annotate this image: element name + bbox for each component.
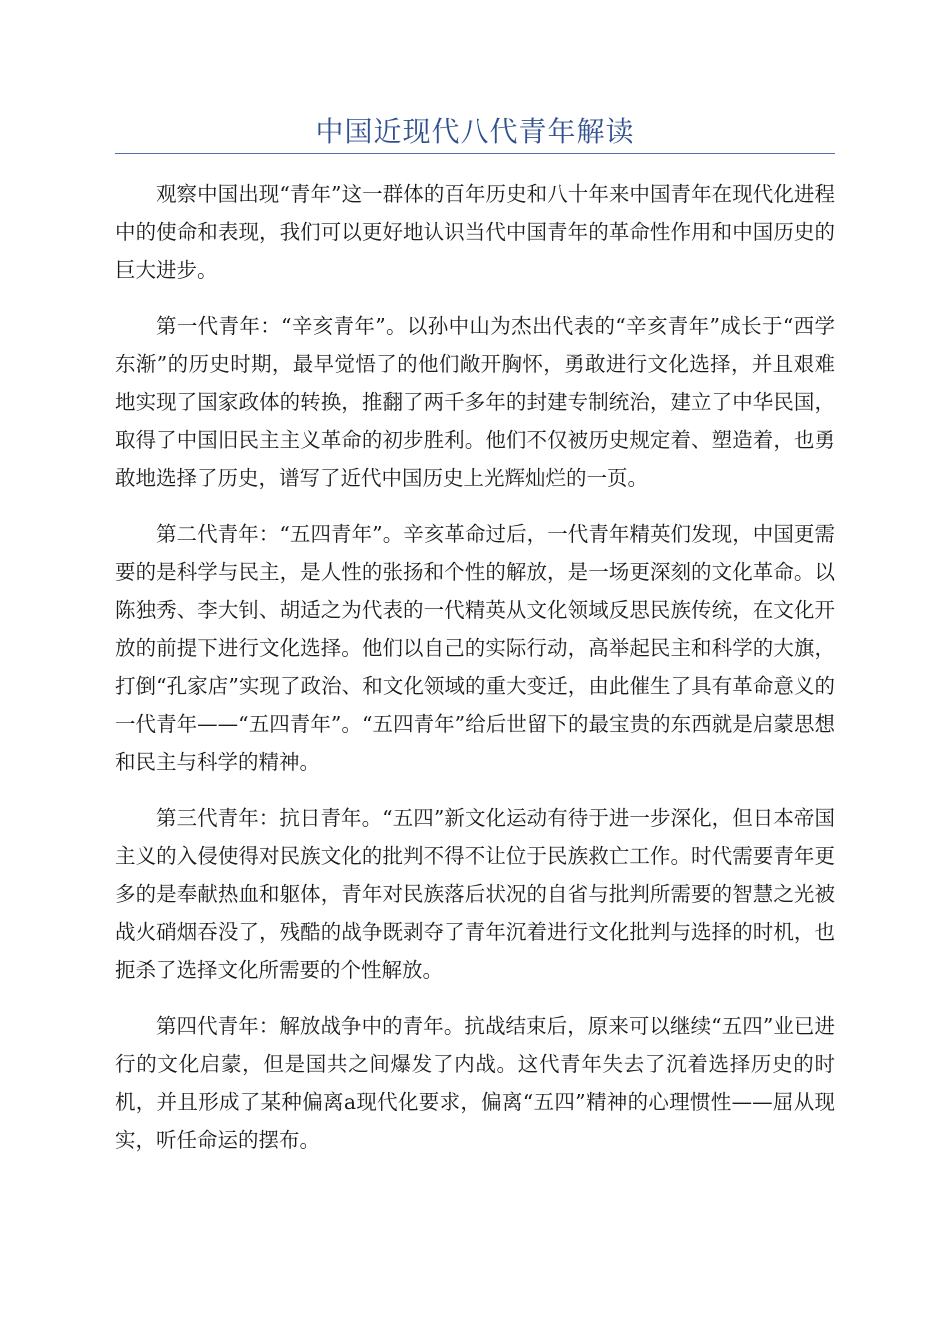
- paragraph-intro: 观察中国出现“青年”这一群体的百年历史和八十年来中国青年在现代化进程中的使命和表现，我们可以更好地认识当代中国青年的革命性作用和中国历史的巨大进步。: [115, 182, 835, 282]
- document-title: 中国近现代八代青年解读: [315, 115, 635, 148]
- document-body: [115, 175, 835, 1177]
- paragraph-third-generation: 第三代青年：抗日青年。“五四”新文化运动有待于进一步深化，但日本帝国主义的入侵使得对民族文化的批判不得不让位于民族救亡工作。时代需要青年更多的是奉献热血和躯体，青年对民族落后状况的自省与批判所需要的智慧之光被战火硝烟吞没了，残酷的战争既剥夺了青年沉着进行文化批判与选择的时机，也扼杀了选择文化所需要的个性解放。: [115, 806, 835, 982]
- title-underline: [115, 153, 835, 154]
- paragraph-fourth-generation: 第四代青年：解放战争中的青年。抗战结束后，原来可以继续“五四”业已进行的文化启蒙，但是国共之间爆发了内战。这代青年失去了沉着选择历史的时机，并且形成了某种偏离a现代化要求，偏离“五四”精神的心理惯性——屈从现实，听任命运的摆布。: [115, 1014, 835, 1152]
- paragraph-second-generation: 第二代青年：“五四青年”。辛亥革命过后，一代青年精英们发现，中国更需要的是科学与民主，是人性的张扬和个性的解放，是一场更深刻的文化革命。以陈独秀、李大钊、胡适之为代表的一代精英从文化领域反思民族传统，在文化开放的前提下进行文化选择。他们以自己的实际行动，高举起民主和科学的大旗，打倒“孔家店”实现了政治、和文化领域的重大变迁，由此催生了具有革命意义的一代青年——“五四青年”。“五四青年”给后世留下的最宝贵的东西就是启蒙思想和民主与科学的精神。: [115, 522, 835, 774]
- paragraph-first-generation: 第一代青年：“辛亥青年”。以孙中山为杰出代表的“辛亥青年”成长于“西学东渐”的历史时期，最早觉悟了的他们敞开胸怀，勇敢进行文化选择，并且艰难地实现了国家政体的转换，推翻了两千多年的封建专制统治，建立了中华民国，取得了中国旧民主主义革命的初步胜利。他们不仅被历史规定着、塑造着，也勇敢地选择了历史，谱写了近代中国历史上光辉灿烂的一页。: [115, 314, 835, 490]
